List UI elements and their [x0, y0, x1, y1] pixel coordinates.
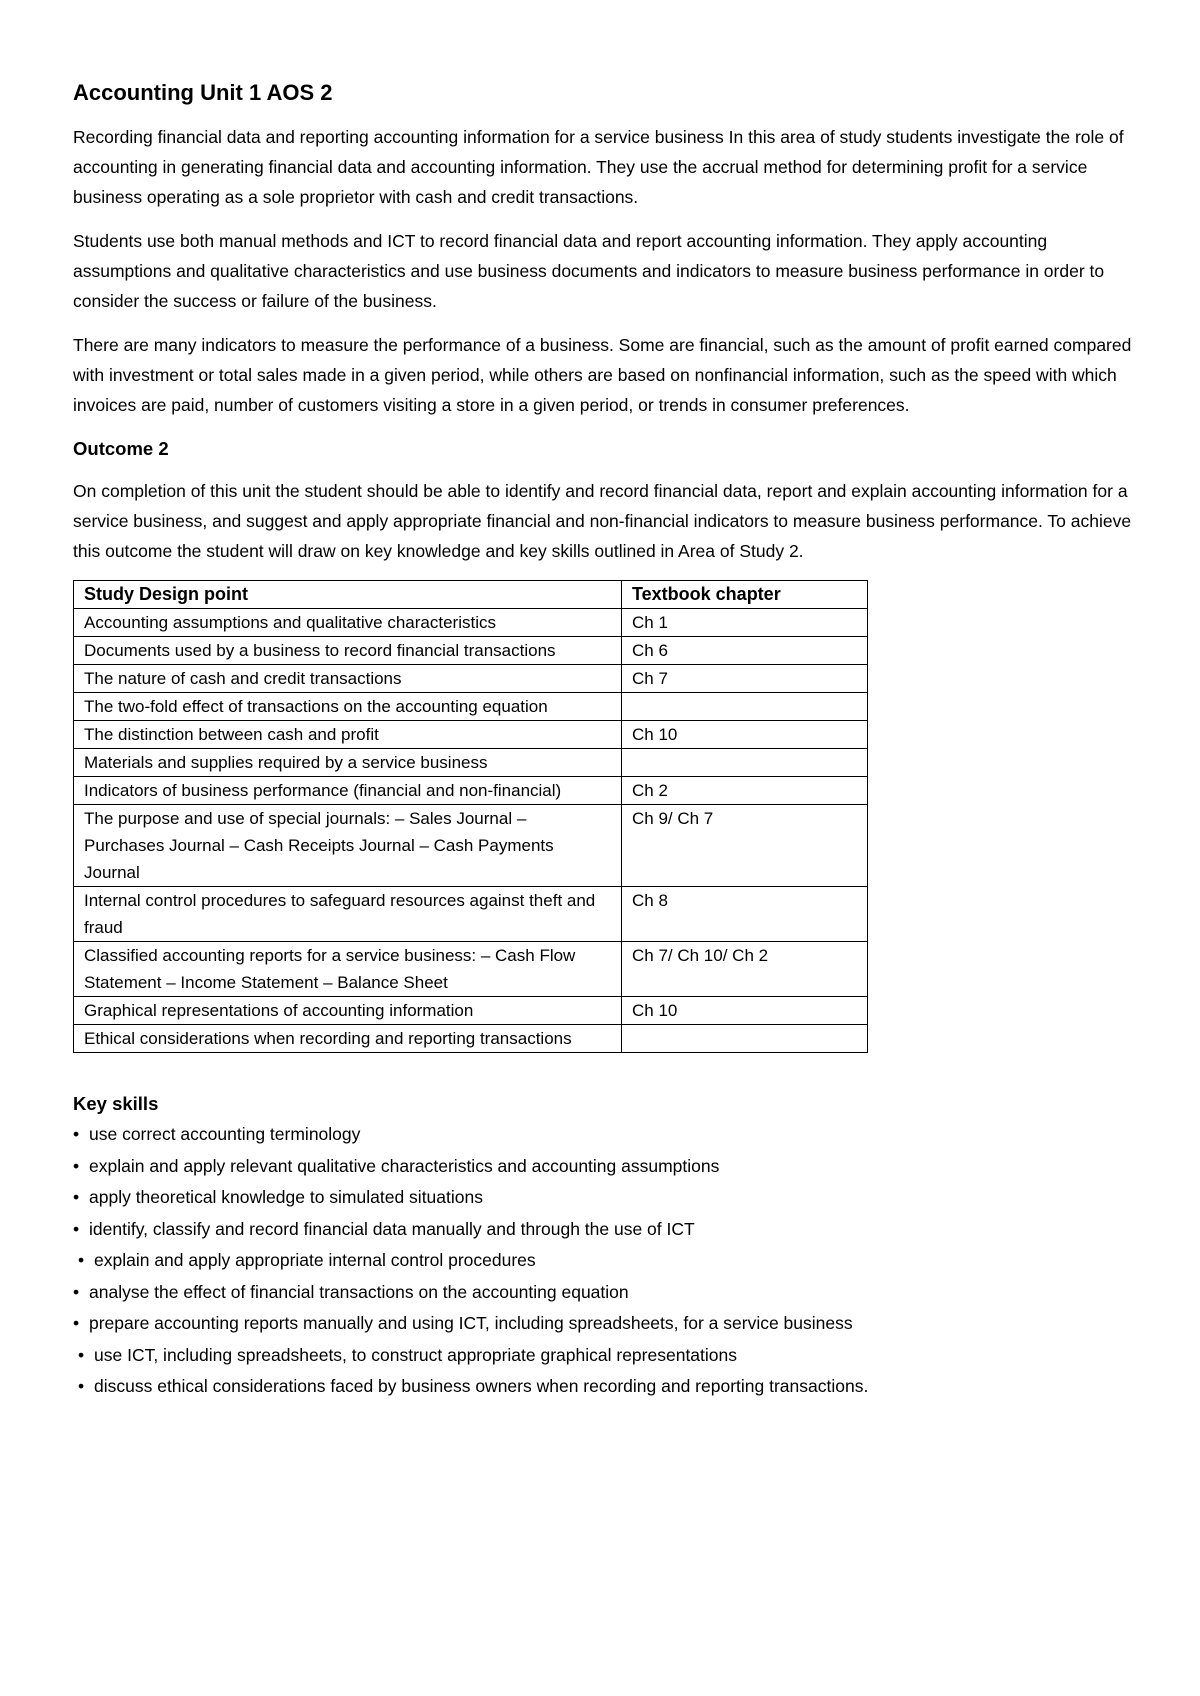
skill-text: use correct accounting terminology [89, 1124, 361, 1144]
indicators-paragraph: There are many indicators to measure the performance of a business. Some are financial, such as the amount of profit earned compared with investment or total sales made in a given period, while others are based on nonfinancial information, such as the speed with which invoices are paid, number of customers visiting a store in a given period, or trends in consumer preferences. [73, 335, 1132, 415]
table-row [74, 693, 868, 721]
textbook-chapter-cell [622, 693, 868, 721]
skill-text: apply theoretical knowledge to simulated situations [89, 1187, 483, 1207]
study-design-point-cell: The purpose and use of special journals: – Sales Journal – Purchases Journal – Cash Receipts Journal – Cash Payments Journal [74, 805, 622, 887]
study-design-table [73, 580, 868, 1053]
study-design-point-cell: Ethical considerations when recording and reporting transactions [74, 1025, 622, 1053]
list-item [73, 1119, 1133, 1151]
skill-text: discuss ethical considerations faced by business owners when recording and reporting transactions. [94, 1376, 869, 1396]
skill-text: prepare accounting reports manually and using ICT, including spreadsheets, for a service business [89, 1313, 853, 1333]
table-row [74, 777, 868, 805]
methods-paragraph: Students use both manual methods and ICT to record financial data and report accounting information. They apply accounting assumptions and qualitative characteristics and use business documents and indicators to measure business performance in order to consider the success or failure of the business. [73, 231, 1105, 311]
skill-text: explain and apply relevant qualitative characteristics and accounting assumptions [89, 1155, 720, 1176]
bullet-icon: • [73, 1155, 80, 1176]
bullet-icon: • [73, 1218, 80, 1239]
study-design-point-cell: The distinction between cash and profit [74, 721, 622, 749]
bullet-icon: • [78, 1376, 85, 1396]
table-row [74, 1025, 868, 1053]
list-item [73, 1340, 1133, 1372]
skill-text: identify, classify and record financial data manually and through the use of ICT [89, 1218, 695, 1239]
key-skills-section [73, 1089, 1133, 1403]
textbook-chapter-cell: Ch 10 [622, 721, 868, 749]
document-content [73, 78, 1133, 1403]
list-item [73, 1277, 1133, 1309]
table-header-row [74, 581, 868, 609]
skill-text: use ICT, including spreadsheets, to construct appropriate graphical representations [94, 1344, 738, 1365]
textbook-chapter-cell [622, 749, 868, 777]
outcome-paragraph: On completion of this unit the student should be able to identify and record financial data, report and explain accounting information for a service business, and suggest and apply appropriate financial and non-financial indicators to measure business performance. To achieve this outcome the student will draw on key knowledge and key skills outlined in Area of Study 2. [73, 481, 1132, 561]
textbook-chapter-cell: Ch 7/ Ch 10/ Ch 2 [622, 942, 868, 997]
study-design-point-cell: Accounting assumptions and qualitative characteristics [74, 609, 622, 637]
outcome-heading: Outcome 2 [73, 438, 169, 459]
study-design-point-cell: The nature of cash and credit transactions [74, 665, 622, 693]
textbook-chapter-cell: Ch 10 [622, 997, 868, 1025]
document-title: Accounting Unit 1 AOS 2 [73, 80, 333, 105]
textbook-chapter-cell: Ch 2 [622, 777, 868, 805]
table-row [74, 997, 868, 1025]
skill-text: analyse the effect of financial transactions on the accounting equation [89, 1281, 629, 1302]
key-skills-heading: Key skills [73, 1093, 159, 1114]
intro-paragraph: Recording financial data and reporting accounting information for a service business In this area of study students investigate the role of accounting in generating financial data and accounting information. They use the accrual method for determining profit for a service business operating as a sole proprietor with cash and credit transactions. [73, 127, 1124, 207]
list-item [73, 1182, 1133, 1214]
study-design-point-cell: The two-fold effect of transactions on the accounting equation [74, 693, 622, 721]
textbook-chapter-cell: Ch 7 [622, 665, 868, 693]
study-design-point-cell: Graphical representations of accounting information [74, 997, 622, 1025]
study-design-point-cell: Documents used by a business to record financial transactions [74, 637, 622, 665]
textbook-chapter-cell: Ch 6 [622, 637, 868, 665]
list-item [73, 1371, 1133, 1403]
skill-text: explain and apply appropriate internal control procedures [94, 1250, 536, 1270]
bullet-icon: • [78, 1344, 85, 1365]
bullet-icon: • [73, 1124, 80, 1144]
table-row [74, 942, 868, 997]
table-row [74, 749, 868, 777]
key-skills-list [73, 1119, 1133, 1403]
textbook-chapter-cell: Ch 8 [622, 887, 868, 942]
column-header-textbook-chapter: Textbook chapter [622, 581, 868, 609]
study-design-point-cell: Internal control procedures to safeguard resources against theft and fraud [74, 887, 622, 942]
textbook-chapter-cell: Ch 1 [622, 609, 868, 637]
table-row [74, 721, 868, 749]
table-row [74, 609, 868, 637]
bullet-icon: • [73, 1187, 80, 1207]
table-row [74, 805, 868, 887]
column-header-study-design-point: Study Design point [74, 581, 622, 609]
bullet-icon: • [78, 1250, 85, 1270]
study-design-point-cell: Classified accounting reports for a service business: – Cash Flow Statement – Income Statement – Balance Sheet [74, 942, 622, 997]
textbook-chapter-cell [622, 1025, 868, 1053]
table-row [74, 887, 868, 942]
list-item [73, 1308, 1133, 1340]
list-item [73, 1214, 1133, 1246]
textbook-chapter-cell: Ch 9/ Ch 7 [622, 805, 868, 887]
study-design-point-cell: Materials and supplies required by a service business [74, 749, 622, 777]
study-design-point-cell: Indicators of business performance (financial and non-financial) [74, 777, 622, 805]
list-item [73, 1151, 1133, 1183]
bullet-icon: • [73, 1281, 80, 1302]
list-item [73, 1245, 1133, 1277]
bullet-icon: • [73, 1313, 80, 1333]
table-row [74, 665, 868, 693]
table-row [74, 637, 868, 665]
